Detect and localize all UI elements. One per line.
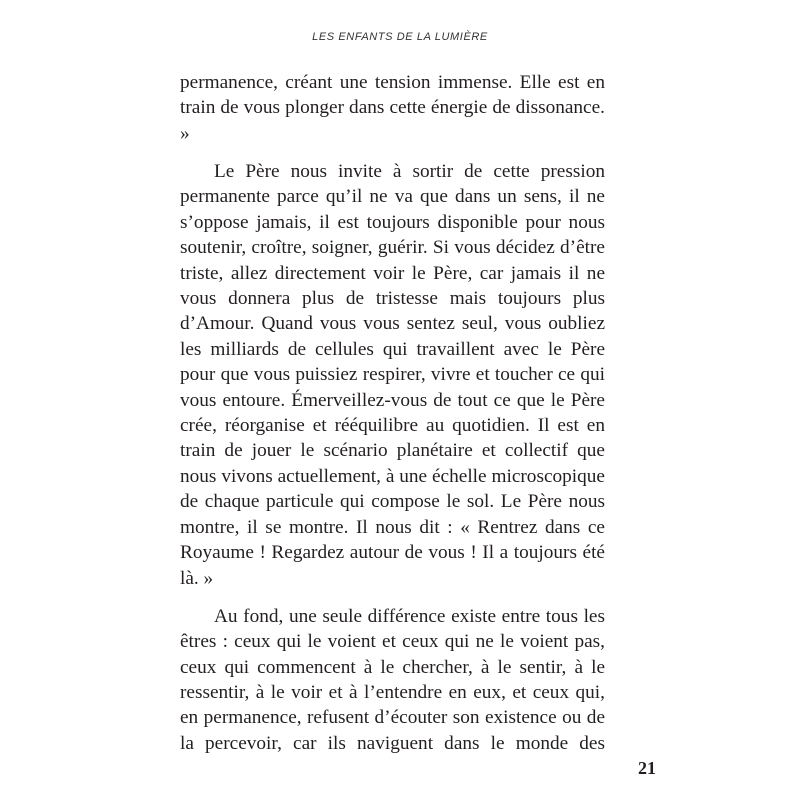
running-head: LES ENFANTS DE LA LUMIÈRE	[312, 31, 488, 43]
body-text	[180, 70, 605, 756]
paragraph: Le Père nous invite à sortir de cette pression permanente parce qu’il ne va que dans un sens, il ne s’oppose jamais, il est toujours disponible pour nous soutenir, croître, soigner, guérir. Si vous décidez d’être triste, allez directement voir le Père, car jamais il ne vous donnera plus de tristesse mais toujours plus d’Amour. Quand vous vous sentez seul, vous oubliez les milliards de cellules qui travaillent avec le Père pour que vous puissiez respirer, vivre et toucher ce qui vous entoure. Émerveillez-vous de tout ce que le Père crée, réorganise et rééquilibre au quotidien. Il est en train de jouer le scénario planétaire et collectif que nous vivons actuellement, à une échelle microscopique de chaque particule qui compose le sol. Le Père nous montre, il se montre. Il nous dit : « Rentrez dans ce Royaume ! Regardez autour de vous ! Il a toujours été là. »	[180, 161, 605, 589]
paragraph: Au fond, une seule différence existe entre tous les êtres : ceux qui le voient et ceux qui ne le voient pas, ceux qui commencent à le chercher, à le sentir, à le ressentir, à le voir et à l’entendre en eux, et ceux qui, en permanence, refusent d’écouter son existence ou de la percevoir, car ils naviguent dans le monde des	[180, 605, 605, 754]
page-number: 21	[638, 758, 656, 778]
paragraph-continuation: permanence, créant une tension immense. Elle est en train de vous plonger dans cette énergie de dissonance. »	[180, 72, 605, 144]
